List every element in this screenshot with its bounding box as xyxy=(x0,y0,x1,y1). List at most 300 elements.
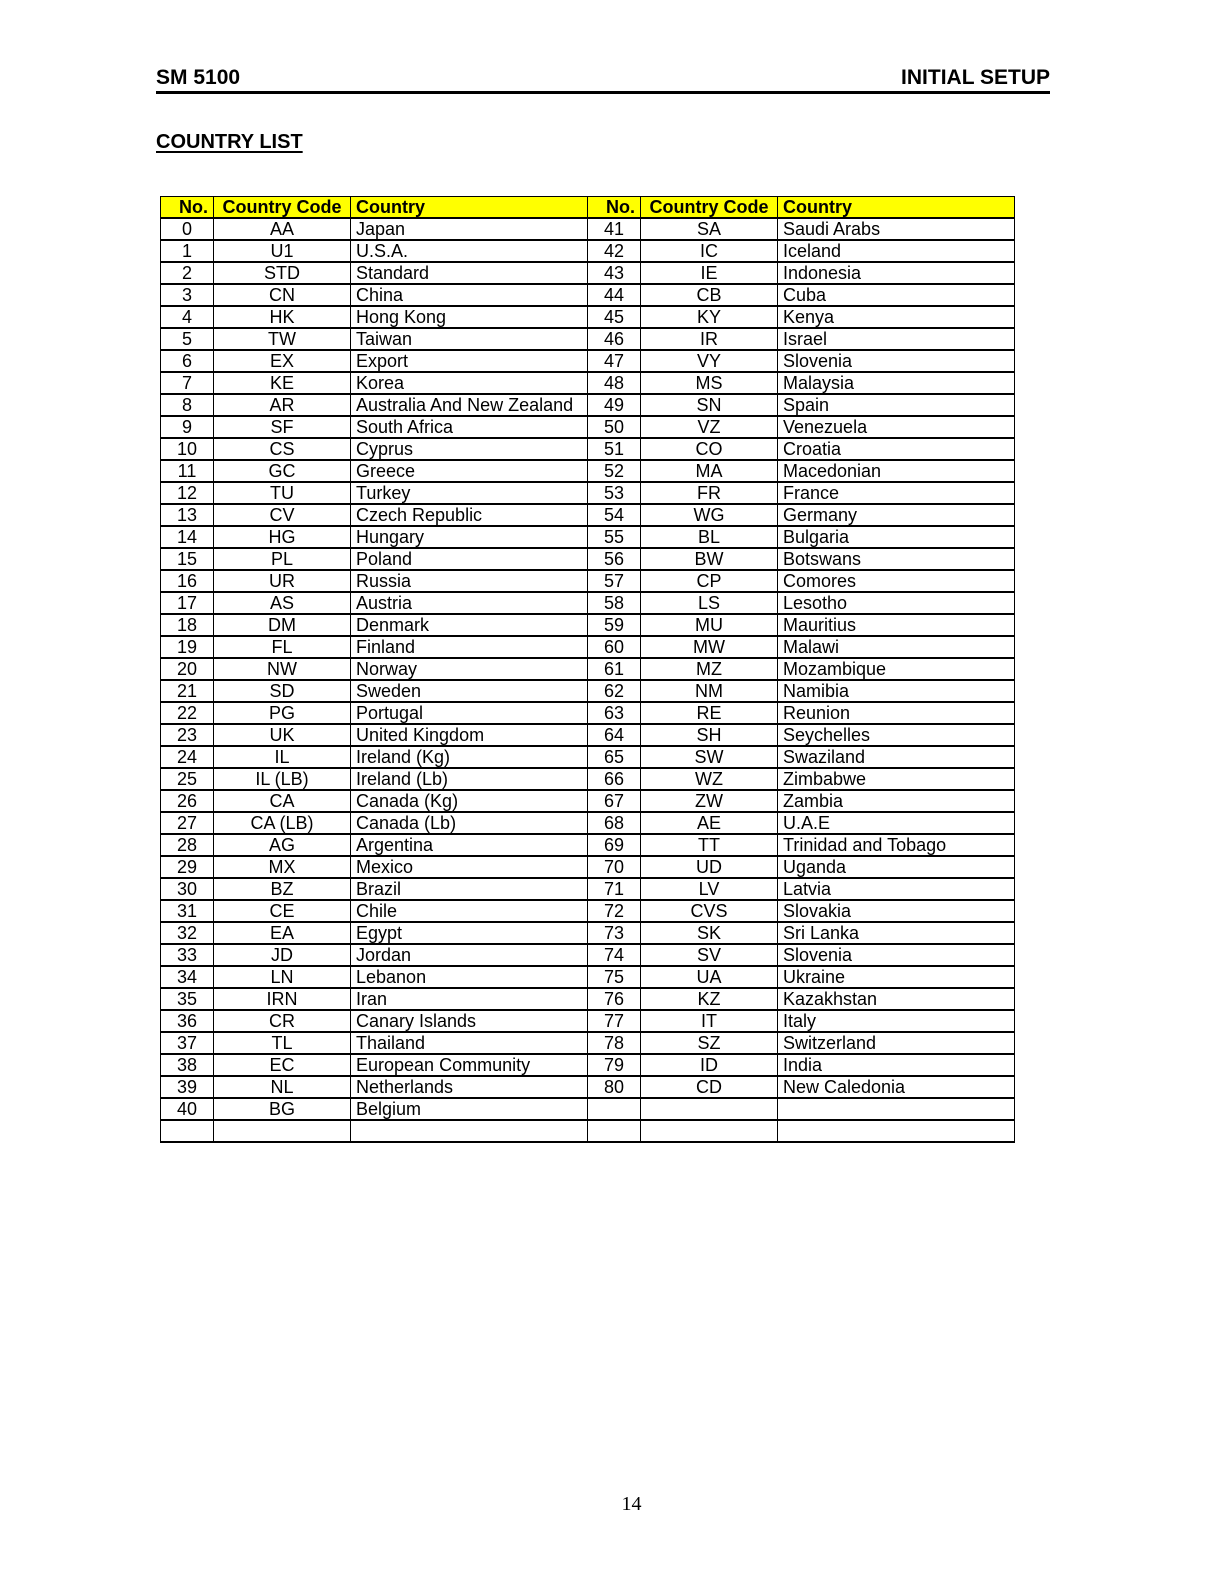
cell-no: 14 xyxy=(161,526,214,548)
cell-country: India xyxy=(778,1054,1015,1076)
cell-no: 64 xyxy=(588,724,641,746)
table-row xyxy=(161,812,1015,834)
cell-no: 22 xyxy=(161,702,214,724)
header-country-right: Country xyxy=(778,197,1015,219)
cell-no: 74 xyxy=(588,944,641,966)
cell-country: Cyprus xyxy=(351,438,588,460)
cell-country: Chile xyxy=(351,900,588,922)
cell-country: Bulgaria xyxy=(778,526,1015,548)
cell-no: 80 xyxy=(588,1076,641,1098)
cell-code: LN xyxy=(214,966,351,988)
cell-code xyxy=(214,1120,351,1142)
cell-code: SV xyxy=(641,944,778,966)
cell-country: Taiwan xyxy=(351,328,588,350)
cell-country: Denmark xyxy=(351,614,588,636)
cell-no: 35 xyxy=(161,988,214,1010)
table-row xyxy=(161,900,1015,922)
cell-code: EC xyxy=(214,1054,351,1076)
cell-country: Slovenia xyxy=(778,944,1015,966)
cell-country: Comores xyxy=(778,570,1015,592)
cell-no: 15 xyxy=(161,548,214,570)
cell-code: BW xyxy=(641,548,778,570)
cell-no: 3 xyxy=(161,284,214,306)
cell-country xyxy=(778,1098,1015,1120)
cell-code: SH xyxy=(641,724,778,746)
cell-no: 57 xyxy=(588,570,641,592)
header-rule xyxy=(156,91,1050,94)
cell-no: 78 xyxy=(588,1032,641,1054)
cell-code: CA (LB) xyxy=(214,812,351,834)
cell-no: 39 xyxy=(161,1076,214,1098)
header-country-left: Country xyxy=(351,197,588,219)
cell-no: 53 xyxy=(588,482,641,504)
table-row xyxy=(161,218,1015,240)
cell-country: Japan xyxy=(351,218,588,240)
cell-no: 68 xyxy=(588,812,641,834)
cell-country: South Africa xyxy=(351,416,588,438)
cell-no: 72 xyxy=(588,900,641,922)
table-row xyxy=(161,592,1015,614)
cell-no: 2 xyxy=(161,262,214,284)
table-row xyxy=(161,988,1015,1010)
cell-code: IL xyxy=(214,746,351,768)
cell-country: New Caledonia xyxy=(778,1076,1015,1098)
cell-code: GC xyxy=(214,460,351,482)
cell-country: Export xyxy=(351,350,588,372)
cell-code: CE xyxy=(214,900,351,922)
cell-code: CO xyxy=(641,438,778,460)
cell-no: 16 xyxy=(161,570,214,592)
table-row xyxy=(161,856,1015,878)
cell-country: Germany xyxy=(778,504,1015,526)
cell-code: EA xyxy=(214,922,351,944)
cell-no: 71 xyxy=(588,878,641,900)
cell-country: Swaziland xyxy=(778,746,1015,768)
table-row xyxy=(161,1054,1015,1076)
table-row xyxy=(161,526,1015,548)
cell-no: 58 xyxy=(588,592,641,614)
table-row xyxy=(161,614,1015,636)
cell-code: KZ xyxy=(641,988,778,1010)
cell-no: 54 xyxy=(588,504,641,526)
section-title: COUNTRY LIST xyxy=(156,131,303,153)
cell-country: Standard xyxy=(351,262,588,284)
table-row xyxy=(161,878,1015,900)
cell-country: U.S.A. xyxy=(351,240,588,262)
cell-code: VY xyxy=(641,350,778,372)
cell-no: 13 xyxy=(161,504,214,526)
cell-no: 19 xyxy=(161,636,214,658)
cell-code: CR xyxy=(214,1010,351,1032)
table-row xyxy=(161,680,1015,702)
cell-code: CS xyxy=(214,438,351,460)
cell-no: 33 xyxy=(161,944,214,966)
cell-code: LS xyxy=(641,592,778,614)
cell-country: Israel xyxy=(778,328,1015,350)
table-row xyxy=(161,658,1015,680)
cell-no: 1 xyxy=(161,240,214,262)
cell-code: IL (LB) xyxy=(214,768,351,790)
cell-code: AG xyxy=(214,834,351,856)
cell-code: CD xyxy=(641,1076,778,1098)
cell-code: EX xyxy=(214,350,351,372)
cell-no: 29 xyxy=(161,856,214,878)
cell-code: IRN xyxy=(214,988,351,1010)
cell-code: NL xyxy=(214,1076,351,1098)
cell-no: 49 xyxy=(588,394,641,416)
table-row xyxy=(161,262,1015,284)
cell-no: 63 xyxy=(588,702,641,724)
table-row xyxy=(161,570,1015,592)
cell-code: IE xyxy=(641,262,778,284)
cell-country: Spain xyxy=(778,394,1015,416)
cell-country: United Kingdom xyxy=(351,724,588,746)
cell-code: HG xyxy=(214,526,351,548)
cell-country: Reunion xyxy=(778,702,1015,724)
cell-code: BG xyxy=(214,1098,351,1120)
cell-country: Seychelles xyxy=(778,724,1015,746)
cell-no: 67 xyxy=(588,790,641,812)
cell-no: 61 xyxy=(588,658,641,680)
cell-country: Namibia xyxy=(778,680,1015,702)
cell-no: 34 xyxy=(161,966,214,988)
table-row xyxy=(161,768,1015,790)
cell-country: Argentina xyxy=(351,834,588,856)
cell-no: 75 xyxy=(588,966,641,988)
header-code-left: Country Code xyxy=(214,197,351,219)
cell-no: 12 xyxy=(161,482,214,504)
cell-code: LV xyxy=(641,878,778,900)
cell-country: Portugal xyxy=(351,702,588,724)
cell-code: MZ xyxy=(641,658,778,680)
cell-code: CVS xyxy=(641,900,778,922)
cell-code: FL xyxy=(214,636,351,658)
cell-country: Botswans xyxy=(778,548,1015,570)
table-row xyxy=(161,922,1015,944)
cell-no: 37 xyxy=(161,1032,214,1054)
cell-no: 45 xyxy=(588,306,641,328)
table-body xyxy=(161,218,1015,1142)
table-row xyxy=(161,438,1015,460)
cell-code: AS xyxy=(214,592,351,614)
page-header xyxy=(156,66,1050,90)
cell-country: Mexico xyxy=(351,856,588,878)
cell-code: BL xyxy=(641,526,778,548)
cell-no: 5 xyxy=(161,328,214,350)
cell-country: Sri Lanka xyxy=(778,922,1015,944)
cell-country: Slovenia xyxy=(778,350,1015,372)
cell-country: Indonesia xyxy=(778,262,1015,284)
cell-country: Mauritius xyxy=(778,614,1015,636)
cell-country: Kazakhstan xyxy=(778,988,1015,1010)
table-row xyxy=(161,702,1015,724)
cell-country: Italy xyxy=(778,1010,1015,1032)
cell-no: 7 xyxy=(161,372,214,394)
cell-code: SW xyxy=(641,746,778,768)
cell-country: Sweden xyxy=(351,680,588,702)
cell-no: 44 xyxy=(588,284,641,306)
cell-code: DM xyxy=(214,614,351,636)
cell-country: U.A.E xyxy=(778,812,1015,834)
cell-no: 66 xyxy=(588,768,641,790)
cell-no: 43 xyxy=(588,262,641,284)
table-row xyxy=(161,372,1015,394)
cell-code: UD xyxy=(641,856,778,878)
table-row xyxy=(161,548,1015,570)
cell-country: Ireland (Kg) xyxy=(351,746,588,768)
cell-country: Slovakia xyxy=(778,900,1015,922)
cell-no: 11 xyxy=(161,460,214,482)
cell-country: Finland xyxy=(351,636,588,658)
cell-country: Ireland (Lb) xyxy=(351,768,588,790)
cell-code: MA xyxy=(641,460,778,482)
cell-country: Malawi xyxy=(778,636,1015,658)
cell-country: Malaysia xyxy=(778,372,1015,394)
cell-no: 8 xyxy=(161,394,214,416)
cell-no: 41 xyxy=(588,218,641,240)
cell-country: Russia xyxy=(351,570,588,592)
cell-country: Jordan xyxy=(351,944,588,966)
table-row xyxy=(161,724,1015,746)
table-row xyxy=(161,1098,1015,1120)
cell-code: IR xyxy=(641,328,778,350)
cell-no: 77 xyxy=(588,1010,641,1032)
table-row xyxy=(161,1032,1015,1054)
header-no-right: No. xyxy=(588,197,641,219)
cell-code: PL xyxy=(214,548,351,570)
cell-country: Switzerland xyxy=(778,1032,1015,1054)
cell-country: Mozambique xyxy=(778,658,1015,680)
cell-code: IC xyxy=(641,240,778,262)
cell-code: SD xyxy=(214,680,351,702)
cell-country: Brazil xyxy=(351,878,588,900)
table-row xyxy=(161,746,1015,768)
cell-no: 48 xyxy=(588,372,641,394)
cell-no: 62 xyxy=(588,680,641,702)
cell-code: TL xyxy=(214,1032,351,1054)
cell-no: 21 xyxy=(161,680,214,702)
table-row xyxy=(161,1010,1015,1032)
cell-country: Latvia xyxy=(778,878,1015,900)
cell-no: 76 xyxy=(588,988,641,1010)
cell-code: CV xyxy=(214,504,351,526)
table-row xyxy=(161,394,1015,416)
cell-country xyxy=(778,1120,1015,1142)
cell-code: ZW xyxy=(641,790,778,812)
cell-country: Poland xyxy=(351,548,588,570)
cell-code: SA xyxy=(641,218,778,240)
table-row xyxy=(161,1120,1015,1142)
cell-no: 38 xyxy=(161,1054,214,1076)
cell-code: JD xyxy=(214,944,351,966)
cell-code: TW xyxy=(214,328,351,350)
cell-no: 27 xyxy=(161,812,214,834)
cell-no: 50 xyxy=(588,416,641,438)
cell-code: U1 xyxy=(214,240,351,262)
cell-no: 59 xyxy=(588,614,641,636)
cell-country: Macedonian xyxy=(778,460,1015,482)
cell-no: 6 xyxy=(161,350,214,372)
cell-country: Greece xyxy=(351,460,588,482)
cell-code: MS xyxy=(641,372,778,394)
cell-country: Trinidad and Tobago xyxy=(778,834,1015,856)
cell-no: 25 xyxy=(161,768,214,790)
cell-code: AR xyxy=(214,394,351,416)
cell-country: Kenya xyxy=(778,306,1015,328)
cell-no: 32 xyxy=(161,922,214,944)
page-number: 14 xyxy=(621,1493,642,1515)
cell-code: STD xyxy=(214,262,351,284)
cell-code: VZ xyxy=(641,416,778,438)
country-table xyxy=(160,196,1015,1143)
cell-code: CB xyxy=(641,284,778,306)
cell-no: 55 xyxy=(588,526,641,548)
cell-country: Thailand xyxy=(351,1032,588,1054)
cell-no: 28 xyxy=(161,834,214,856)
cell-no: 20 xyxy=(161,658,214,680)
cell-country: Egypt xyxy=(351,922,588,944)
cell-code: WG xyxy=(641,504,778,526)
cell-code: SF xyxy=(214,416,351,438)
cell-country: Iceland xyxy=(778,240,1015,262)
cell-country: France xyxy=(778,482,1015,504)
header-section: INITIAL SETUP xyxy=(901,66,1050,89)
cell-code: KY xyxy=(641,306,778,328)
cell-no: 23 xyxy=(161,724,214,746)
cell-no: 18 xyxy=(161,614,214,636)
cell-no: 47 xyxy=(588,350,641,372)
cell-no: 4 xyxy=(161,306,214,328)
cell-code: CP xyxy=(641,570,778,592)
cell-no: 26 xyxy=(161,790,214,812)
cell-code: SK xyxy=(641,922,778,944)
cell-code: AA xyxy=(214,218,351,240)
table-row xyxy=(161,944,1015,966)
table-header-row xyxy=(161,197,1015,219)
table-row xyxy=(161,636,1015,658)
cell-no: 69 xyxy=(588,834,641,856)
table-row xyxy=(161,240,1015,262)
cell-code: UA xyxy=(641,966,778,988)
cell-country: China xyxy=(351,284,588,306)
cell-country: Cuba xyxy=(778,284,1015,306)
cell-no: 42 xyxy=(588,240,641,262)
cell-country: Canada (Lb) xyxy=(351,812,588,834)
cell-no: 46 xyxy=(588,328,641,350)
cell-code: HK xyxy=(214,306,351,328)
cell-code: TU xyxy=(214,482,351,504)
cell-country: Lebanon xyxy=(351,966,588,988)
cell-no: 70 xyxy=(588,856,641,878)
cell-code: ID xyxy=(641,1054,778,1076)
cell-country: Canada (Kg) xyxy=(351,790,588,812)
cell-code: NW xyxy=(214,658,351,680)
cell-no: 73 xyxy=(588,922,641,944)
cell-code: NM xyxy=(641,680,778,702)
cell-country: Croatia xyxy=(778,438,1015,460)
cell-code: MU xyxy=(641,614,778,636)
table-row xyxy=(161,790,1015,812)
cell-code: KE xyxy=(214,372,351,394)
cell-no: 60 xyxy=(588,636,641,658)
cell-country: Lesotho xyxy=(778,592,1015,614)
cell-no: 24 xyxy=(161,746,214,768)
cell-country: Zambia xyxy=(778,790,1015,812)
cell-country: Austria xyxy=(351,592,588,614)
table-row xyxy=(161,482,1015,504)
cell-country: Turkey xyxy=(351,482,588,504)
cell-no xyxy=(161,1120,214,1142)
cell-code: IT xyxy=(641,1010,778,1032)
cell-country: Saudi Arabs xyxy=(778,218,1015,240)
cell-country: Norway xyxy=(351,658,588,680)
cell-country: Ukraine xyxy=(778,966,1015,988)
cell-no: 30 xyxy=(161,878,214,900)
cell-country: Zimbabwe xyxy=(778,768,1015,790)
cell-country: Uganda xyxy=(778,856,1015,878)
cell-country: Hungary xyxy=(351,526,588,548)
cell-country: Venezuela xyxy=(778,416,1015,438)
cell-code: MX xyxy=(214,856,351,878)
cell-no: 36 xyxy=(161,1010,214,1032)
cell-no: 40 xyxy=(161,1098,214,1120)
table-row xyxy=(161,1076,1015,1098)
cell-code: SN xyxy=(641,394,778,416)
cell-no: 10 xyxy=(161,438,214,460)
cell-country: Korea xyxy=(351,372,588,394)
header-code-right: Country Code xyxy=(641,197,778,219)
cell-country: Australia And New Zealand xyxy=(351,394,588,416)
cell-no: 9 xyxy=(161,416,214,438)
cell-no: 56 xyxy=(588,548,641,570)
table-row xyxy=(161,284,1015,306)
cell-no xyxy=(588,1120,641,1142)
cell-code: CN xyxy=(214,284,351,306)
table-row xyxy=(161,834,1015,856)
table-row xyxy=(161,306,1015,328)
cell-no: 17 xyxy=(161,592,214,614)
cell-no: 51 xyxy=(588,438,641,460)
cell-code xyxy=(641,1120,778,1142)
cell-no: 79 xyxy=(588,1054,641,1076)
cell-code: MW xyxy=(641,636,778,658)
table-row xyxy=(161,416,1015,438)
cell-code: CA xyxy=(214,790,351,812)
cell-no xyxy=(588,1098,641,1120)
cell-code: WZ xyxy=(641,768,778,790)
cell-code: BZ xyxy=(214,878,351,900)
cell-code: TT xyxy=(641,834,778,856)
cell-country: Canary Islands xyxy=(351,1010,588,1032)
cell-country xyxy=(351,1120,588,1142)
table-row xyxy=(161,350,1015,372)
cell-no: 52 xyxy=(588,460,641,482)
cell-code: AE xyxy=(641,812,778,834)
cell-code: PG xyxy=(214,702,351,724)
cell-code: UR xyxy=(214,570,351,592)
cell-country: Netherlands xyxy=(351,1076,588,1098)
cell-country: Iran xyxy=(351,988,588,1010)
cell-code: SZ xyxy=(641,1032,778,1054)
cell-country: Belgium xyxy=(351,1098,588,1120)
header-model: SM 5100 xyxy=(156,66,241,89)
table-row xyxy=(161,504,1015,526)
cell-code: FR xyxy=(641,482,778,504)
table-row xyxy=(161,966,1015,988)
cell-no: 31 xyxy=(161,900,214,922)
cell-no: 0 xyxy=(161,218,214,240)
cell-code: UK xyxy=(214,724,351,746)
